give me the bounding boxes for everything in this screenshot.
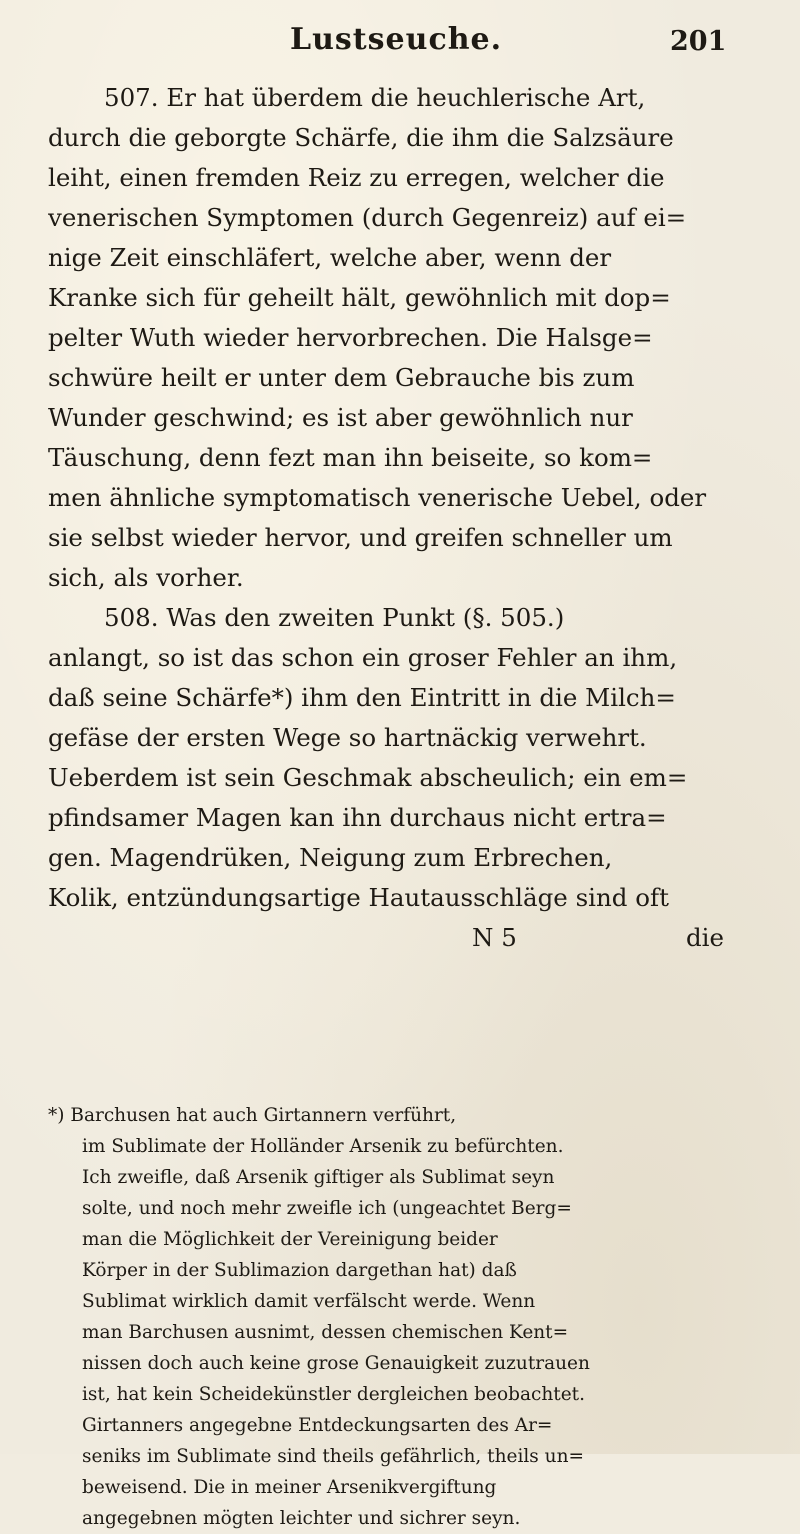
footnote-line: nissen doch auch keine grose Genauigkeit zuzutrauen [82, 1353, 590, 1374]
running-title: Lustseuche. [290, 22, 503, 57]
text-line: leiht, einen fremden Reiz zu erregen, welcher die [48, 163, 665, 192]
footnote-line: Girtanners angegebne Entdeckungsarten des Ar= [82, 1415, 553, 1436]
text-line: 507. Er hat überdem die heuchlerische Art, [104, 83, 646, 112]
footnote-line: *) Barchusen hat auch Girtannern verführt, [48, 1105, 457, 1126]
footnote [48, 1100, 758, 1534]
page-header [0, 18, 800, 68]
text-line: pelter Wuth wieder hervorbrechen. Die Halsge= [48, 323, 653, 352]
text-line: pfindsamer Magen kan ihn durchaus nicht ertra= [48, 803, 667, 832]
footnote-line: im Sublimate der Holländer Arsenik zu befürchten. [82, 1136, 564, 1157]
text-line: venerischen Symptomen (durch Gegenreiz) auf ei= [48, 203, 687, 232]
footnote-line: ist, hat kein Scheidekünstler dergleichen beobachtet. [82, 1384, 585, 1405]
text-line: Kranke sich für geheilt hält, gewöhnlich mit dop= [48, 283, 671, 312]
text-line: schwüre heilt er unter dem Gebrauche bis zum [48, 363, 635, 392]
text-line: men ähnliche symptomatisch venerische Uebel, oder [48, 483, 707, 512]
footnote-line: angegebnen mögten leichter und sichrer seyn. [82, 1508, 521, 1529]
text-line: sich, als vorher. [48, 563, 244, 592]
footnote-line: man Barchusen ausnimt, dessen chemischen Kent= [82, 1322, 569, 1343]
footnote-line: man die Möglichkeit der Vereinigung beider [82, 1229, 498, 1250]
text-line: sie selbst wieder hervor, und greifen schneller um [48, 523, 673, 552]
text-line: Täuschung, denn fezt man ihn beiseite, so kom= [48, 443, 653, 472]
footnote-line: Sublimat wirklich damit verfälscht werde. Wenn [82, 1291, 536, 1312]
text-line: nige Zeit einschläfert, welche aber, wenn der [48, 243, 612, 272]
page-number: 201 [670, 26, 727, 57]
text-line: gefäse der ersten Wege so hartnäckig verwehrt. [48, 723, 647, 752]
signature-line [48, 918, 748, 958]
text-line: daß seine Schärfe*) ihm den Eintritt in die Milch= [48, 683, 676, 712]
text-line: 508. Was den zweiten Punkt (§. 505.) [104, 603, 565, 632]
text-line: gen. Magendrüken, Neigung zum Erbrechen, [48, 843, 613, 872]
text-line: durch die geborgte Schärfe, die ihm die Salzsäure [48, 123, 674, 152]
footnote-line: Ich zweifle, daß Arsenik giftiger als Sublimat seyn [82, 1167, 555, 1188]
catchword: die [685, 923, 724, 952]
footnote-line: seniks im Sublimate sind theils gefährlich, theils un= [82, 1446, 584, 1467]
text-line: anlangt, so ist das schon ein groser Fehler an ihm, [48, 643, 678, 672]
footnote-line: solte, und noch mehr zweifle ich (ungeachtet Berg= [82, 1198, 572, 1219]
printer-signature: N 5 [472, 923, 517, 952]
footnote-line: Körper in der Sublimazion dargethan hat) daß [82, 1260, 517, 1281]
text-line: Wunder geschwind; es ist aber gewöhnlich nur [48, 403, 633, 432]
text-line: Kolik, entzündungsartige Hautausschläge sind oft [48, 883, 669, 912]
main-text [48, 78, 748, 958]
footnote-line: beweisend. Die in meiner Arsenikvergiftung [82, 1477, 497, 1498]
text-line: Ueberdem ist sein Geschmak abscheulich; ein em= [48, 763, 688, 792]
